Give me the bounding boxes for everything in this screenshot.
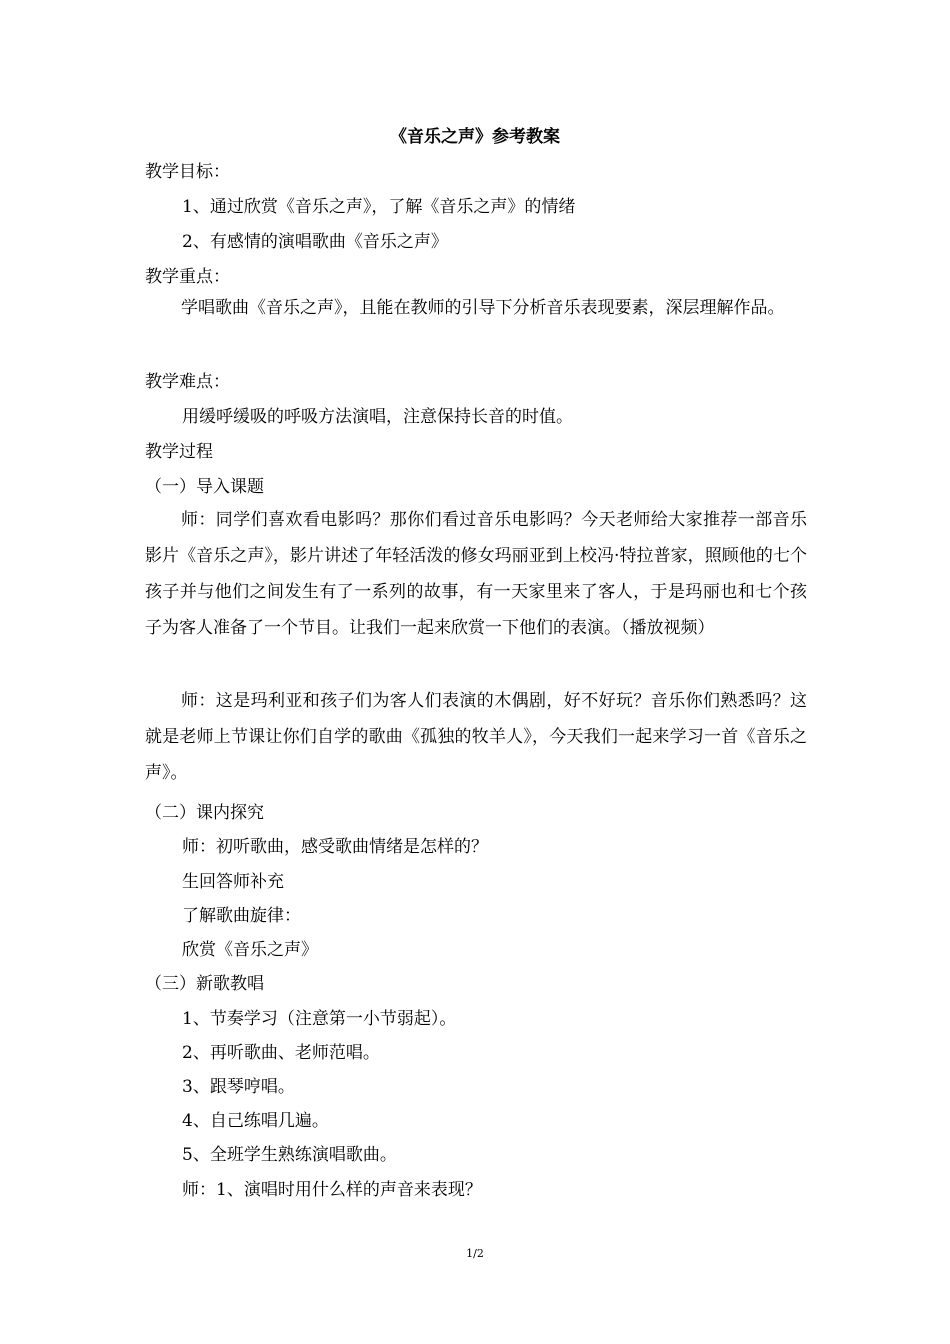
section-2-line-2: 生回答师补充	[182, 872, 284, 892]
section-3-question: 师：1、演唱时用什么样的声音来表现？	[182, 1180, 482, 1200]
section-2-line-1: 师：初听歌曲，感受歌曲情绪是怎样的？	[182, 837, 488, 857]
section-3-item-2: 2、再听歌曲、老师范唱。	[182, 1043, 380, 1063]
objective-2: 2、有感情的演唱歌曲《音乐之声》	[182, 232, 448, 252]
objectives-heading: 教学目标：	[145, 162, 230, 182]
section-2-line-3: 了解歌曲旋律：	[182, 906, 301, 926]
page-number: 1/2	[466, 1247, 484, 1260]
document-title: 《音乐之声》参考教案	[390, 127, 560, 147]
section-3-item-5: 5、全班学生熟练演唱歌曲。	[182, 1145, 397, 1165]
section-1-paragraph-1: 师：同学们喜欢看电影吗？那你们看过音乐电影吗？今天老师给大家推荐一部音乐影片《音乐之声》，影片讲述了年轻活泼的修女玛丽亚到上校冯·特拉普家，照顾他的七个孩子并与他们之间发生有了一系列的故事，有一天家里来了客人，于是玛丽也和七个孩子为客人准备了一个节目。让我们一起来欣赏一下他们的表演。（播放视频）	[145, 510, 807, 638]
difficulties-text: 用缓呼缓吸的呼吸方法演唱，注意保持长音的时值。	[182, 407, 573, 427]
section-3-item-3: 3、跟琴哼唱。	[182, 1077, 295, 1097]
section-1-paragraph-2: 师：这是玛利亚和孩子们为客人们表演的木偶剧，好不好玩？音乐你们熟悉吗？这就是老师上节课让你们自学的歌曲《孤独的牧羊人》，今天我们一起来学习一首《音乐之声》。	[145, 691, 807, 783]
section-3-heading: （三）新歌教唱	[145, 974, 264, 994]
section-2-heading: （二）课内探究	[145, 803, 264, 823]
key-points-heading: 教学重点：	[145, 267, 230, 287]
key-points-text: 学唱歌曲《音乐之声》，且能在教师的引导下分析音乐表现要素，深层理解作品。	[181, 298, 785, 318]
section-1-heading: （一）导入课题	[145, 477, 264, 497]
section-3-item-4: 4、自己练唱几遍。	[182, 1111, 329, 1131]
objective-1: 1、通过欣赏《音乐之声》，了解《音乐之声》的情绪	[182, 197, 576, 217]
section-3-item-1: 1、节奏学习（注意第一小节弱起）。	[182, 1009, 457, 1029]
difficulties-heading: 教学难点：	[145, 372, 230, 392]
section-2-line-4: 欣赏《音乐之声》	[182, 940, 318, 960]
process-heading: 教学过程	[145, 442, 213, 462]
